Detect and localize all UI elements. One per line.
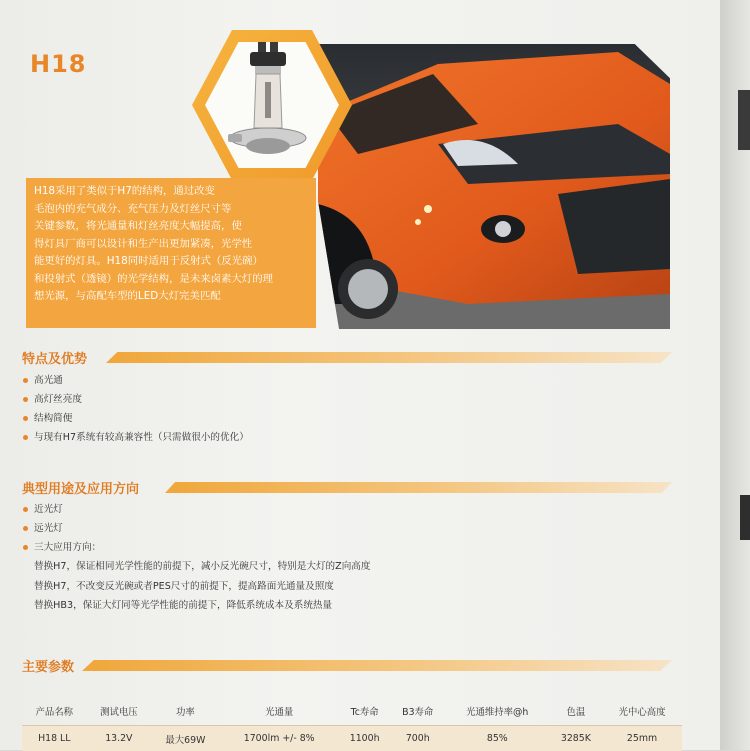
description-line: 毛泡内的充气成分、充气压力及灯丝尺寸等 bbox=[34, 201, 334, 219]
table-header-row bbox=[22, 697, 682, 726]
list-item: 高光通 bbox=[22, 371, 249, 390]
section-stripe bbox=[82, 660, 672, 671]
product-title: H18 bbox=[30, 50, 86, 78]
section-stripe bbox=[106, 352, 672, 363]
list-item: 与现有H7系统有较高兼容性（只需做很小的优化） bbox=[22, 428, 249, 447]
list-item: 远光灯 bbox=[22, 519, 370, 538]
features-section-header bbox=[22, 349, 672, 365]
description-line: 得灯具厂商可以设计和生产出更加紧凑，光学性 bbox=[34, 236, 334, 254]
description-line: 和投射式（透镜）的光学结构，是未来卤素大灯的理 bbox=[34, 271, 334, 289]
column-header: 测试电压 bbox=[87, 697, 152, 726]
list-subitem: 替换HB3，保证大灯同等光学性能的前提下，降低系统成本及系统热量 bbox=[22, 596, 370, 616]
params-table bbox=[22, 697, 682, 751]
table-cell: 3285K bbox=[550, 726, 602, 751]
table-cell: 85% bbox=[445, 726, 550, 751]
table-cell: 最大69W bbox=[151, 726, 220, 751]
table-cell: 700h bbox=[391, 726, 445, 751]
column-header: B3寿命 bbox=[391, 697, 445, 726]
column-header: 功率 bbox=[151, 697, 220, 726]
table-cell: 25mm bbox=[602, 726, 682, 751]
features-heading: 特点及优势 bbox=[22, 348, 87, 367]
column-header: 产品名称 bbox=[22, 697, 87, 726]
params-section-header bbox=[22, 657, 672, 673]
list-subitem: 替换H7，不改变反光碗或者PES尺寸的前提下，提高路面光通量及照度 bbox=[22, 577, 370, 597]
description-line: H18采用了类似于H7的结构，通过改变 bbox=[34, 183, 334, 201]
list-subitem: 替换H7，保证相同光学性能的前提下，减小反光碗尺寸，特别是大灯的Z向高度 bbox=[22, 557, 370, 577]
section-stripe bbox=[165, 482, 672, 493]
description-line: 关键参数，将光通量和灯丝亮度大幅提高，使 bbox=[34, 218, 334, 236]
table-cell: 13.2V bbox=[87, 726, 152, 751]
background-object bbox=[738, 90, 750, 150]
description bbox=[34, 183, 334, 306]
table-row bbox=[22, 726, 682, 751]
description-line: 想光源，与高配车型的LED大灯完美匹配 bbox=[34, 288, 334, 306]
list-item: 高灯丝亮度 bbox=[22, 390, 249, 409]
table-cell: 1100h bbox=[339, 726, 391, 751]
table-cell: H18 LL bbox=[22, 726, 87, 751]
column-header: 光中心高度 bbox=[602, 697, 682, 726]
column-header: Tc寿命 bbox=[339, 697, 391, 726]
list-item: 结构简便 bbox=[22, 409, 249, 428]
list-item: 近光灯 bbox=[22, 500, 370, 519]
background-object bbox=[740, 495, 750, 540]
table-cell: 1700lm +/- 8% bbox=[220, 726, 339, 751]
column-header: 光通维持率@h bbox=[445, 697, 550, 726]
car-photo bbox=[318, 44, 670, 329]
list-item: 三大应用方向： bbox=[22, 538, 370, 557]
column-header: 色温 bbox=[550, 697, 602, 726]
applications-heading: 典型用途及应用方向 bbox=[22, 478, 139, 497]
description-line: 能更好的灯具。H18同时适用于反射式（反光碗） bbox=[34, 253, 334, 271]
applications-list bbox=[22, 500, 370, 616]
features-list bbox=[22, 371, 249, 447]
applications-section-header bbox=[22, 479, 672, 495]
column-header: 光通量 bbox=[220, 697, 339, 726]
params-heading: 主要参数 bbox=[22, 656, 74, 675]
h18-bulb-icon bbox=[222, 38, 322, 163]
